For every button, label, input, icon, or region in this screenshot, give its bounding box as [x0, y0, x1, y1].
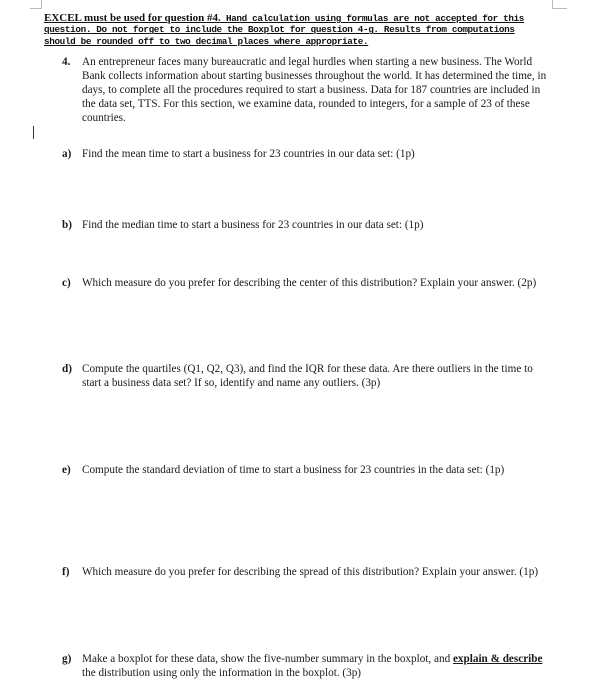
instructions-lead: EXCEL must be used for question #4. [44, 12, 221, 24]
part-label: c) [62, 277, 71, 289]
part-label: a) [62, 148, 72, 160]
part-text: Compute the quartiles (Q1, Q2, Q3), and find the IQR for these data. Are there outliers in the time to start a business data set? If so, identify and name any outliers. (3p) [82, 363, 533, 390]
excel-instructions [44, 13, 544, 47]
part-text-emphasis: explain & describe [452, 653, 543, 665]
part-label: e) [62, 464, 71, 476]
part-b [62, 218, 552, 232]
part-e [62, 463, 552, 477]
part-text: Compute the standard deviation of time to start a business for 23 countries in the data set: (1p) [82, 464, 505, 476]
part-label: g) [62, 653, 72, 665]
part-label: d) [62, 363, 72, 375]
part-text-after: the distribution using only the information in the boxplot. (3p) [82, 667, 362, 680]
part-label: b) [62, 219, 72, 231]
page-corner-mark-left [30, 0, 42, 9]
part-text: Which measure do you prefer for describing the center of this distribution? Explain your answer. (2p) [82, 277, 537, 289]
part-d [62, 362, 552, 390]
question-4-intro [62, 55, 552, 125]
instructions-rest: Hand calculation using formulas are not accepted for this question. Do not forget to include the Boxplot for question 4-g. Results from computations should be rounded off to two decimal places where appropriate. [44, 13, 525, 47]
part-text-before: Make a boxplot for these data, show the five-number summary in the boxplot, and [82, 653, 453, 665]
part-text: Find the mean time to start a business for 23 countries in our data set: (1p) [82, 148, 415, 160]
question-text: An entrepreneur faces many bureaucratic and legal hurdles when starting a new business. The World Bank collects information about starting businesses throughout the world. It has determined the time, in days, to complete all the procedures required to start a business. Data for 187 countries are included in the data set, TTS. For this section, we examine data, rounded to integers, for a sample of 23 of these countries. [82, 56, 547, 125]
part-text: Which measure do you prefer for describing the spread of this distribution? Explain your answer. (1p) [82, 566, 539, 578]
page-corner-mark-right [552, 0, 567, 9]
part-label: f) [62, 566, 70, 578]
part-c [62, 276, 552, 290]
question-number: 4. [62, 56, 71, 68]
part-text: Find the median time to start a business for 23 countries in our data set: (1p) [82, 219, 424, 231]
text-cursor [33, 126, 34, 139]
part-g [62, 652, 552, 680]
part-f [62, 565, 552, 579]
part-a [62, 147, 552, 161]
part-text [82, 652, 552, 680]
